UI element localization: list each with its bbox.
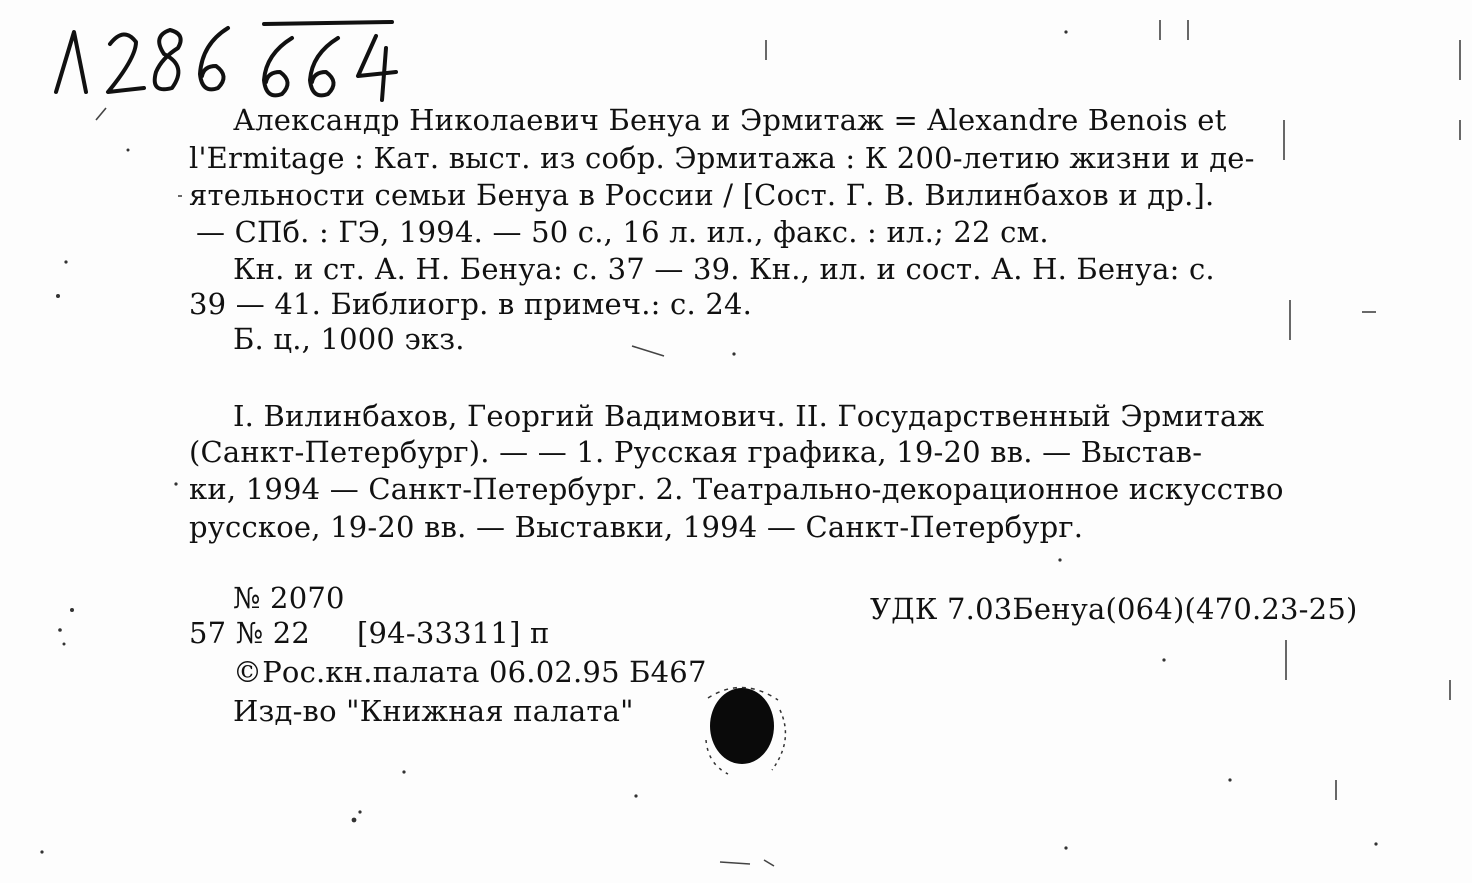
- notes-line-2: 39 — 41. Библиогр. в примеч.: с. 24.: [189, 287, 753, 321]
- punched-hole: [702, 680, 788, 778]
- tracing-line-1: I. Вилинбахов, Георгий Вадимович. II. Государственный Эрмитаж: [233, 399, 1265, 433]
- tracing-line-4: русское, 19-20 вв. — Выставки, 1994 — Санкт-Петербург.: [189, 510, 1084, 544]
- handwritten-inventory-number: [52, 14, 412, 109]
- publisher-name: Изд-во "Книжная палата": [233, 694, 634, 728]
- udc-code: УДК 7.03Бенуа(064)(470.23-25): [870, 592, 1358, 626]
- entry-line-4: — СПб. : ГЭ, 1994. — 50 с., 16 л. ил., факс. : ил.; 22 см.: [196, 215, 1049, 249]
- registration-code: [94-33311] п: [357, 616, 550, 650]
- entry-line-3: ятельности семьи Бенуа в России / [Сост. Г. В. Вилинбахов и др.].: [189, 178, 1215, 212]
- notes-line-3: Б. ц., 1000 экз.: [233, 322, 465, 356]
- entry-line-2: l'Ermitage : Кат. выст. из собр. Эрмитажа : К 200-летию жизни и де-: [189, 141, 1255, 175]
- notes-line-1: Кн. и ст. А. Н. Бенуа: с. 37 — 39. Кн., ил. и сост. А. Н. Бенуа: с.: [233, 252, 1215, 286]
- record-number: № 2070: [233, 581, 345, 615]
- tracing-line-2: (Санкт-Петербург). — — 1. Русская графика, 19-20 вв. — Выстав-: [189, 435, 1203, 469]
- tracing-line-3: ки, 1994 — Санкт-Петербург. 2. Театрально-декорационное искусство: [189, 472, 1284, 506]
- book-chamber-stamp: ©Рос.кн.палата 06.02.95 Б467: [233, 655, 707, 689]
- issue-number: 57 № 22: [189, 616, 311, 650]
- entry-line-1: Александр Николаевич Бенуа и Эрмитаж = Alexandre Benois et: [233, 103, 1227, 137]
